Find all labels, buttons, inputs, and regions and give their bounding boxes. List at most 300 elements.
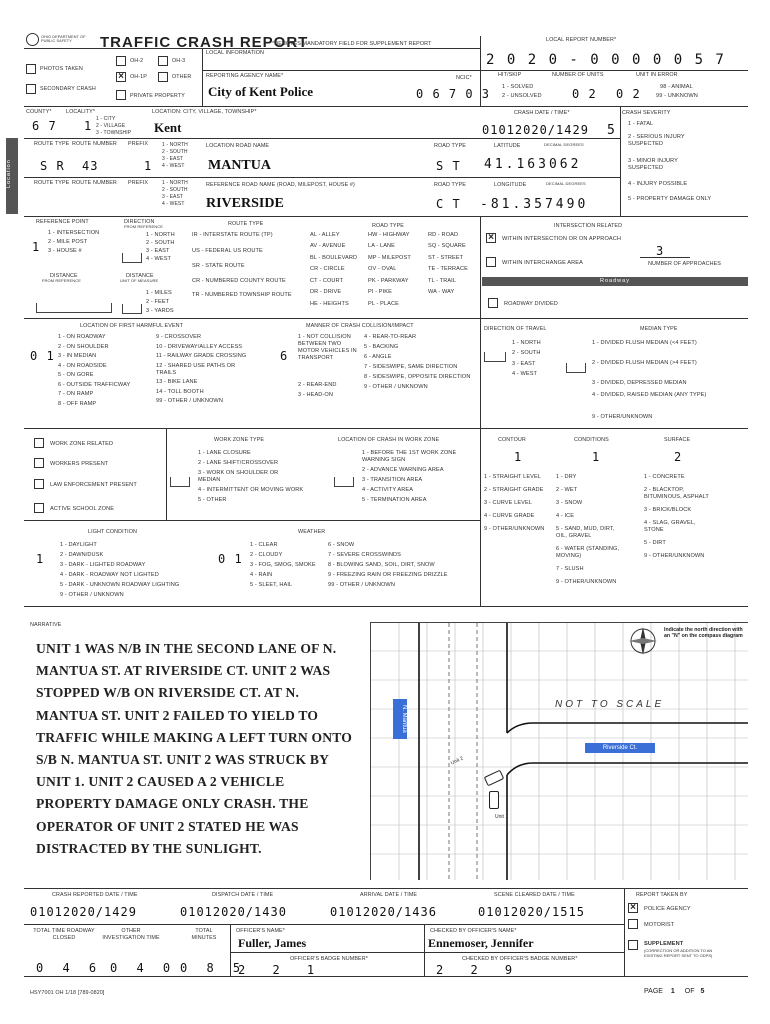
ref-point-opt-2: 2 - MILE POST bbox=[48, 239, 88, 245]
ref-road-type-value[interactable]: C T bbox=[436, 197, 461, 211]
distance-unit-label: DISTANCE bbox=[126, 273, 154, 279]
road-type-pk: PK - PARKWAY bbox=[368, 277, 409, 284]
units-label: NUMBER OF UNITS bbox=[552, 72, 604, 78]
divider bbox=[24, 318, 748, 319]
of-label: OF bbox=[684, 988, 695, 995]
roadway-divided-checkbox[interactable] bbox=[488, 298, 498, 308]
harmful-opt: 1 - ON ROADWAY bbox=[58, 334, 106, 340]
hit-skip-label: HIT/SKIP bbox=[498, 72, 522, 78]
conditions-opt: 2 - WET bbox=[556, 486, 578, 493]
weather-opt: 6 - SNOW bbox=[328, 542, 355, 548]
divider bbox=[202, 48, 203, 106]
divider bbox=[480, 216, 481, 318]
median-opt: 3 - DIVIDED, DEPRESSED MEDIAN bbox=[592, 380, 687, 386]
travel-opts bbox=[512, 340, 541, 378]
divider bbox=[480, 428, 481, 606]
reported-value[interactable]: 01012020/1429 bbox=[30, 905, 137, 919]
unit-error-value[interactable]: 0 2 bbox=[616, 87, 641, 101]
prefix-label: PREFIX bbox=[128, 141, 149, 147]
severity-opt-5: 5 - PROPERTY DAMAGE ONLY bbox=[628, 196, 712, 202]
prefix-opt-4: 4 - WEST bbox=[162, 163, 185, 169]
harmful-opt: 99 - OTHER / UNKNOWN bbox=[156, 398, 223, 405]
county-value[interactable]: 6 7 bbox=[32, 119, 57, 133]
minutes-label: TOTAL MINUTES bbox=[191, 928, 217, 942]
harmful-opt: 2 - ON SHOULDER bbox=[58, 343, 109, 350]
contour-opt: 9 - OTHER/UNKNOWN bbox=[484, 525, 545, 532]
road-types-col3 bbox=[428, 232, 468, 296]
road-type-la: LA - LANE bbox=[368, 243, 396, 250]
page-indicator bbox=[644, 988, 704, 996]
dept-logo bbox=[26, 33, 98, 47]
minutes-value[interactable]: 0 8 5 bbox=[180, 961, 247, 975]
harmful-opt: 5 - ON GORE bbox=[58, 372, 94, 379]
work-zone-type-opt: 1 - LANE CLOSURE bbox=[198, 450, 251, 456]
surface-opt: 4 - SLAG, GRAVEL, STONE bbox=[644, 519, 696, 533]
street-label-horizontal: Riverside Ct. bbox=[585, 743, 655, 753]
ref-point-opt-1: 1 - INTERSECTION bbox=[48, 230, 100, 236]
dept-logo-text: OHIO DEPARTMENT OF PUBLIC SAFETY bbox=[41, 35, 86, 43]
light-label: LIGHT CONDITION bbox=[88, 529, 138, 535]
divider bbox=[24, 48, 480, 49]
location-value[interactable]: Kent bbox=[154, 120, 182, 135]
narrative-line: OPERATOR OF UNIT 2 STATED HE WAS bbox=[36, 818, 299, 834]
surface-opts bbox=[644, 474, 714, 560]
road-type-he: HE - HEIGHTS bbox=[310, 300, 349, 307]
divider bbox=[24, 177, 620, 178]
light-opt: 5 - DARK - UNKNOWN ROADWAY LIGHTING bbox=[60, 581, 180, 588]
reference-road-value[interactable]: RIVERSIDE bbox=[206, 196, 284, 211]
work-zone-related-checkbox[interactable] bbox=[34, 438, 44, 448]
checked-badge-value[interactable]: 2 2 9 bbox=[436, 963, 523, 977]
weather-opt: 7 - SEVERE CROSSWINDS bbox=[328, 551, 401, 558]
direction-blank[interactable] bbox=[122, 253, 142, 263]
harmful-event-col2 bbox=[156, 334, 246, 405]
divider bbox=[480, 70, 748, 71]
school-zone-label: ACTIVE SCHOOL ZONE bbox=[50, 506, 115, 512]
unit-error-opt-1: 98 - ANIMAL bbox=[660, 84, 693, 90]
unit-error-opt-2: 99 - UNKNOWN bbox=[656, 93, 698, 99]
street-label-vertical: N. Mantua bbox=[393, 699, 407, 739]
other-label: OTHER bbox=[172, 74, 192, 80]
wz-location-label: LOCATION OF CRASH IN WORK ZONE bbox=[338, 437, 440, 443]
road-type-title: ROAD TYPE bbox=[372, 223, 404, 229]
conditions-opt: 7 - SLUSH bbox=[556, 565, 584, 572]
divider bbox=[424, 924, 425, 976]
wz-location-blank[interactable] bbox=[334, 477, 354, 487]
other-time-value[interactable]: 0 4 0 bbox=[110, 961, 177, 975]
page-number: 1 bbox=[670, 988, 675, 995]
workers-present-checkbox[interactable] bbox=[34, 458, 44, 468]
prefix-opt-2: 2 - SOUTH bbox=[162, 149, 188, 155]
conditions-opt: 9 - OTHER/UNKNOWN bbox=[556, 578, 617, 585]
badge-label: OFFICER'S BADGE NUMBER* bbox=[290, 956, 368, 962]
light-opts bbox=[60, 542, 179, 599]
supplement-label: SUPPLEMENT bbox=[644, 941, 684, 947]
longitude-hint: DECIMAL DEGREES bbox=[546, 181, 586, 186]
ref-point-value[interactable]: 1 bbox=[32, 240, 41, 254]
locality-value[interactable]: 1 bbox=[84, 119, 93, 133]
contour-opt: 2 - STRAIGHT GRADE bbox=[484, 486, 544, 493]
divider bbox=[480, 318, 481, 428]
manner-opt: 3 - HEAD-ON bbox=[298, 392, 333, 398]
narrative-line: STOPPED W/B ON RIVERSIDE CT. AT N. bbox=[36, 685, 300, 701]
road-type-wa: WA - WAY bbox=[428, 289, 455, 296]
latitude-value[interactable]: 41.163062 bbox=[484, 157, 582, 172]
light-opt: 4 - DARK - ROADWAY NOT LIGHTED bbox=[60, 571, 159, 578]
work-zone-type-opt: 5 - OTHER bbox=[198, 496, 227, 503]
route-type-value[interactable]: S R bbox=[40, 159, 65, 173]
location-side-band bbox=[6, 138, 18, 214]
manner-opt: 5 - BACKING bbox=[364, 343, 399, 350]
harmful-opt: 9 - CROSSOVER bbox=[156, 334, 202, 340]
divider bbox=[202, 70, 480, 71]
harmful-opt: 10 - DRIVEWAY/ALLEY ACCESS bbox=[156, 343, 243, 350]
within-interchange-checkbox[interactable] bbox=[486, 257, 496, 267]
divider bbox=[24, 216, 748, 217]
location-road-value[interactable]: MANTUA bbox=[208, 158, 271, 173]
diagram-grid bbox=[371, 623, 748, 880]
narrative-line: DISTRACTED BY THE SUNLIGHT. bbox=[36, 840, 262, 856]
unit2-tag: Unit 2 bbox=[449, 755, 465, 767]
reported-label: CRASH REPORTED DATE / TIME bbox=[52, 892, 138, 898]
not-to-scale-label: NOT TO SCALE bbox=[555, 699, 665, 710]
prefix-opt-1: 1 - NORTH bbox=[162, 142, 188, 148]
conditions-opt: 5 - SAND, MUD, DIRT, OIL, GRAVEL bbox=[556, 525, 615, 539]
road-type-bl: BL - BOULEVARD bbox=[310, 254, 358, 261]
cleared-value[interactable]: 01012020/1515 bbox=[478, 905, 585, 919]
road-type-rd: RD - ROAD bbox=[428, 232, 459, 238]
oh2-checkbox[interactable] bbox=[116, 56, 126, 66]
travel-opt: 1 - NORTH bbox=[512, 340, 541, 346]
ref-point-label: REFERENCE POINT bbox=[36, 219, 89, 225]
units-value[interactable]: 0 2 bbox=[572, 87, 597, 101]
distance-unit-opt-2: 2 - FEET bbox=[146, 299, 170, 305]
harmful-event-label: LOCATION OF FIRST HARMFUL EVENT bbox=[80, 323, 184, 329]
private-property-checkbox[interactable] bbox=[116, 90, 126, 100]
weather-opt: 5 - SLEET, HAIL bbox=[250, 581, 293, 588]
road-type-cr: CR - CIRCLE bbox=[310, 266, 345, 273]
travel-label: DIRECTION OF TRAVEL bbox=[484, 326, 547, 332]
reporting-agency-value[interactable]: City of Kent Police bbox=[208, 84, 314, 99]
travel-opt: 2 - SOUTH bbox=[512, 350, 541, 357]
contour-label: CONTOUR bbox=[498, 437, 526, 443]
ref-prefix-opt-1: 1 - NORTH bbox=[162, 180, 188, 186]
narrative-line: UNIT 1 WAS N/B IN THE SECOND LANE OF N. bbox=[36, 641, 337, 656]
road-type-av: AV - AVENUE bbox=[310, 243, 346, 250]
manner-opt: 2 - REAR-END bbox=[298, 382, 337, 388]
conditions-opt: 4 - ICE bbox=[556, 512, 575, 519]
route-type-opt-4: CR - NUMBERED COUNTY ROUTE bbox=[192, 278, 286, 284]
work-zone-type-label: WORK ZONE TYPE bbox=[214, 437, 265, 443]
unit1-vehicle[interactable] bbox=[489, 791, 499, 809]
total-time-label: TOTAL TIME ROADWAY CLOSED bbox=[33, 928, 95, 942]
divider bbox=[166, 428, 167, 520]
within-intersection-label: WITHIN INTERSECTION OR ON APPROACH bbox=[502, 236, 622, 242]
crash-diagram[interactable] bbox=[370, 622, 748, 880]
page-total: 5 bbox=[700, 988, 705, 995]
checked-value[interactable]: Ennemoser, Jennifer bbox=[428, 936, 534, 950]
harmful-event-col1 bbox=[58, 334, 130, 408]
harmful-event-value[interactable]: 0 1 bbox=[30, 349, 55, 363]
approaches-label: NUMBER OF APPROACHES bbox=[648, 261, 721, 267]
severity-opt-2: 2 - SERIOUS INJURY SUSPECTED bbox=[628, 134, 685, 147]
dispatch-label: DISPATCH DATE / TIME bbox=[212, 892, 274, 898]
weather-col1 bbox=[250, 542, 316, 589]
manner-opt: 7 - SIDESWIPE, SAME DIRECTION bbox=[364, 363, 458, 370]
manner-col2 bbox=[364, 334, 471, 391]
motorist-checkbox[interactable] bbox=[628, 919, 638, 929]
oh3-label: OH-3 bbox=[172, 58, 186, 64]
route-number-label: ROUTE NUMBER bbox=[72, 141, 117, 147]
locality-opt-1: 1 - CITY bbox=[96, 116, 116, 122]
within-intersection-checkbox[interactable]: × bbox=[486, 233, 496, 243]
local-report-number: 2 0 2 0 - 0 0 0 0 0 5 7 bbox=[486, 52, 726, 68]
divider bbox=[24, 106, 748, 107]
narrative-line: S/B N. MANTUA ST. UNIT 2 WAS STRUCK BY bbox=[36, 752, 330, 768]
narrative-line: TRAFFIC WHILE MAKING A LEFT TURN ONTO bbox=[36, 729, 353, 745]
direction-opt-3: 3 - EAST bbox=[146, 248, 170, 254]
unit-error-label: UNIT IN ERROR bbox=[636, 72, 678, 78]
compass-icon[interactable] bbox=[628, 626, 658, 656]
severity-opt-3: 3 - MINOR INJURY SUSPECTED bbox=[628, 158, 678, 171]
conditions-value[interactable]: 1 bbox=[592, 450, 601, 464]
contour-opt: 4 - CURVE GRADE bbox=[484, 512, 535, 519]
divider bbox=[24, 888, 748, 889]
route-type-opt-3: SR - STATE ROUTE bbox=[192, 263, 245, 269]
work-zone-related-label: WORK ZONE RELATED bbox=[50, 441, 114, 447]
distance-unit-opt-3: 3 - YARDS bbox=[146, 308, 174, 314]
lane-lines bbox=[449, 623, 477, 880]
contour-value[interactable]: 1 bbox=[514, 450, 523, 464]
light-opt: 2 - DAWN/DUSK bbox=[60, 551, 104, 558]
divider bbox=[24, 138, 620, 139]
weather-opt: 3 - FOG, SMOG, SMOKE bbox=[250, 561, 316, 568]
travel-opt: 3 - EAST bbox=[512, 360, 536, 367]
direction-opt-2: 2 - SOUTH bbox=[146, 240, 175, 246]
intersection-label: INTERSECTION RELATED bbox=[554, 223, 623, 229]
photos-taken-checkbox[interactable] bbox=[26, 64, 36, 74]
light-value[interactable]: 1 bbox=[36, 552, 45, 566]
harmful-opt: 6 - OUTSIDE TRAFFICWAY bbox=[58, 381, 131, 388]
manner-value[interactable]: 6 bbox=[280, 349, 289, 363]
road-type-value[interactable]: S T bbox=[436, 159, 461, 173]
route-type-opt-5: TR - NUMBERED TOWNSHIP ROUTE bbox=[192, 292, 292, 298]
officer-value[interactable]: Fuller, James bbox=[238, 936, 307, 950]
narrative-label: NARRATIVE bbox=[30, 622, 62, 628]
workers-present-label: WORKERS PRESENT bbox=[50, 461, 109, 467]
severity-opt-4: 4 - INJURY POSSIBLE bbox=[628, 181, 688, 187]
reporting-agency-label: REPORTING AGENCY NAME* bbox=[206, 73, 284, 79]
divider bbox=[24, 520, 480, 521]
distance-unit-hint: UNIT OF MEASURE bbox=[120, 278, 159, 283]
divider bbox=[230, 952, 624, 953]
surface-opt: 9 - OTHER/UNKNOWN bbox=[644, 552, 705, 559]
direction-label: DIRECTION bbox=[124, 219, 155, 225]
route-type-label: ROUTE TYPE bbox=[34, 141, 70, 147]
dispatch-value[interactable]: 01012020/1430 bbox=[180, 905, 287, 919]
wz-location-opt: 3 - TRANSITION AREA bbox=[362, 476, 423, 483]
hit-skip-opt-1: 1 - SOLVED bbox=[502, 84, 534, 90]
location-road-label: LOCATION ROAD NAME bbox=[206, 143, 270, 149]
harmful-opt: 4 - ON ROADSIDE bbox=[58, 362, 107, 369]
work-zone-type-opt: 4 - INTERMITTENT OR MOVING WORK bbox=[198, 486, 304, 493]
road-type-st: ST - STREET bbox=[428, 254, 464, 261]
median-label: MEDIAN TYPE bbox=[640, 326, 678, 332]
checked-label: CHECKED BY OFFICER'S NAME* bbox=[430, 928, 517, 934]
work-zone-type-opts bbox=[198, 450, 303, 504]
location-label: LOCATION: CITY, VILLAGE, TOWNSHIP* bbox=[152, 109, 257, 115]
surface-value[interactable]: 2 bbox=[674, 450, 683, 464]
secondary-crash-checkbox[interactable] bbox=[26, 84, 36, 94]
weather-col2 bbox=[328, 542, 448, 589]
motorist-label: MOTORIST bbox=[644, 922, 675, 928]
narrative-line: UNIT 1. UNIT 2 CAUSED A 2 VEHICLE bbox=[36, 774, 285, 790]
work-zone-type-blank[interactable] bbox=[170, 477, 190, 487]
crash-date-value[interactable]: 01012020/1429 bbox=[482, 123, 589, 137]
road-type-dr: DR - DRIVE bbox=[310, 289, 342, 296]
divider bbox=[24, 976, 748, 977]
wz-location-opt: 1 - BEFORE THE 1ST WORK ZONE WARNING SIGN bbox=[362, 450, 457, 463]
distance-unit-opt-1: 1 - MILES bbox=[146, 290, 172, 296]
road-types-col2 bbox=[368, 232, 411, 308]
wz-location-opt: 4 - ACTIVITY AREA bbox=[362, 486, 414, 493]
severity-opt-1: 1 - FATAL bbox=[628, 121, 654, 127]
road-type-label: ROAD TYPE bbox=[434, 143, 466, 149]
divider bbox=[620, 106, 621, 216]
road-type-hw: HW - HIGHWAY bbox=[368, 232, 410, 238]
roadway-band-label: Roadway bbox=[600, 278, 630, 284]
manner-opt: 4 - REAR-TO-REAR bbox=[364, 334, 417, 340]
location-side-band-label: Location bbox=[6, 159, 12, 189]
law-enf-checkbox[interactable] bbox=[34, 479, 44, 489]
harmful-opt: 13 - BIKE LANE bbox=[156, 379, 198, 386]
checked-badge-label: CHECKED BY OFFICER'S BADGE NUMBER* bbox=[462, 956, 578, 962]
weather-opt: 1 - CLEAR bbox=[250, 542, 278, 548]
road-type-al: AL - ALLEY bbox=[310, 232, 340, 238]
contour-opts bbox=[484, 474, 544, 533]
seal-icon bbox=[26, 33, 39, 46]
form-title: TRAFFIC CRASH REPORT bbox=[100, 34, 309, 51]
road-type-ov: OV - OVAL bbox=[368, 266, 397, 273]
harmful-opt: 8 - OFF RAMP bbox=[58, 401, 97, 408]
police-agency-checkbox[interactable]: × bbox=[628, 903, 638, 913]
weather-opt: 99 - OTHER / UNKNOWN bbox=[328, 581, 395, 588]
longitude-value[interactable]: -81.357490 bbox=[480, 197, 589, 212]
road-type-pl: PL - PLACE bbox=[368, 300, 399, 307]
weather-label: WEATHER bbox=[298, 529, 326, 535]
ref-route-type-label: ROUTE TYPE bbox=[34, 180, 70, 186]
hit-skip-opt-2: 2 - UNSOLVED bbox=[502, 93, 542, 99]
narrative-line: PROPERTY DAMAGE ONLY CRASH. THE bbox=[36, 796, 309, 812]
officer-label: OFFICER'S NAME* bbox=[236, 928, 285, 934]
distance-blank[interactable] bbox=[36, 303, 112, 313]
divider bbox=[230, 924, 231, 976]
page-label: PAGE bbox=[644, 988, 663, 995]
weather-opt: 8 - BLOWING SAND, SOIL, DIRT, SNOW bbox=[328, 561, 435, 568]
ncic-value[interactable]: 0 6 7 0 3 bbox=[416, 87, 491, 101]
reference-road-label: REFERENCE ROAD NAME (ROAD, MILEPOST, HOUSE #) bbox=[206, 182, 355, 188]
weather-opt: 9 - FREEZING RAIN OR FREEZING DRIZZLE bbox=[328, 571, 448, 578]
median-blank[interactable] bbox=[566, 363, 586, 373]
oh1p-label: OH-1P bbox=[130, 74, 147, 80]
manner-opt: 6 - ANGLE bbox=[364, 353, 392, 360]
approaches-value[interactable]: 3 bbox=[656, 244, 665, 258]
road-type-te: TE - TERRACE bbox=[428, 266, 468, 273]
light-opt: 3 - DARK - LIGHTED ROADWAY bbox=[60, 561, 146, 568]
prefix-value[interactable]: 1 bbox=[144, 159, 153, 173]
route-type-title: ROUTE TYPE bbox=[228, 221, 264, 227]
contour-opt: 1 - STRAIGHT LEVEL bbox=[484, 474, 542, 480]
total-time-value[interactable]: 0 4 6 bbox=[36, 961, 103, 975]
arrival-value[interactable]: 01012020/1436 bbox=[330, 905, 437, 919]
wz-location-opts bbox=[362, 450, 474, 504]
weather-value[interactable]: 0 1 bbox=[218, 552, 243, 566]
supplement-checkbox[interactable] bbox=[628, 940, 638, 950]
road-types-col1 bbox=[310, 232, 357, 308]
road-type-tl: TL - TRAIL bbox=[428, 277, 457, 284]
ncic-label: NCIC* bbox=[456, 75, 472, 81]
crash-date-label: CRASH DATE / TIME* bbox=[514, 110, 570, 116]
harmful-opt: 12 - SHARED USE PATHS OR TRAILS bbox=[156, 362, 236, 376]
harmful-opt: 11 - RAILWAY GRADE CROSSING bbox=[156, 353, 247, 360]
conditions-opt: 3 - SNOW bbox=[556, 499, 583, 506]
median-opt: 2 - DIVIDED FLUSH MEDIAN (>4 FEET) bbox=[592, 360, 697, 366]
severity-value[interactable]: 5 bbox=[607, 123, 616, 138]
travel-blank[interactable] bbox=[484, 352, 506, 362]
divider bbox=[24, 606, 748, 607]
conditions-label: CONDITIONS bbox=[574, 437, 609, 443]
oh1p-checkbox[interactable]: × bbox=[116, 72, 126, 82]
other-checkbox[interactable] bbox=[158, 72, 168, 82]
work-zone-type-opt: 2 - LANE SHIFT/CROSSOVER bbox=[198, 459, 279, 466]
conditions-opts bbox=[556, 474, 626, 586]
badge-value[interactable]: 2 2 1 bbox=[238, 963, 325, 977]
oh3-checkbox[interactable] bbox=[158, 56, 168, 66]
wz-location-opt: 2 - ADVANCE WARNING AREA bbox=[362, 466, 444, 473]
locality-opt-2: 2 - VILLAGE bbox=[96, 123, 126, 129]
route-number-value[interactable]: 43 bbox=[82, 159, 99, 173]
median-opt: 9 - OTHER/UNKNOWN bbox=[592, 414, 653, 420]
local-report-label: LOCAL REPORT NUMBER* bbox=[546, 37, 617, 43]
direction-opt-4: 4 - WEST bbox=[146, 256, 172, 262]
surface-opt: 5 - DIRT bbox=[644, 539, 666, 546]
road-type-mp: MP - MILEPOST bbox=[368, 254, 411, 261]
manner-label: MANNER OF CRASH COLLISION/IMPACT bbox=[306, 323, 414, 329]
ref-road-type-label: ROAD TYPE bbox=[434, 182, 466, 188]
county-label: COUNTY* bbox=[26, 109, 52, 115]
narrative-line: MANTUA ST. AT RIVERSIDE CT. UNIT 2 WAS bbox=[36, 663, 331, 679]
ref-prefix-label: PREFIX bbox=[128, 180, 149, 186]
within-interchange-label: WITHIN INTERCHANGE AREA bbox=[502, 260, 583, 266]
unit1-tag: Unit 1 bbox=[495, 814, 509, 820]
weather-opt: 2 - CLOUDY bbox=[250, 551, 283, 558]
ref-prefix-opt-2: 2 - SOUTH bbox=[162, 187, 188, 193]
severity-label: CRASH SEVERITY bbox=[622, 110, 671, 116]
secondary-crash-label: SECONDARY CRASH bbox=[40, 86, 96, 92]
narrative-line: MANTUA ST. UNIT 2 FAILED TO YIELD TO bbox=[36, 707, 319, 723]
manner-opt: 1 - NOT COLLISION BETWEEN TWO MOTOR VEHICLES IN TRANSPORT bbox=[298, 334, 357, 361]
conditions-opt: 1 - DRY bbox=[556, 474, 577, 480]
ref-point-opt-3: 3 - HOUSE # bbox=[48, 248, 82, 254]
median-opt: 4 - DIVIDED, RAISED MEDIAN (ANY TYPE) bbox=[592, 392, 707, 398]
school-zone-checkbox[interactable] bbox=[34, 503, 44, 513]
harmful-opt: 14 - TOLL BOOTH bbox=[156, 388, 204, 395]
distance-unit-blank[interactable] bbox=[122, 304, 142, 314]
route-type-opt-1: IR - INTERSTATE ROUTE (TP) bbox=[192, 232, 273, 238]
contour-opt: 3 - CURVE LEVEL bbox=[484, 499, 533, 506]
compass-svg bbox=[628, 626, 658, 656]
locality-opt-3: 3 - TOWNSHIP bbox=[96, 130, 132, 136]
